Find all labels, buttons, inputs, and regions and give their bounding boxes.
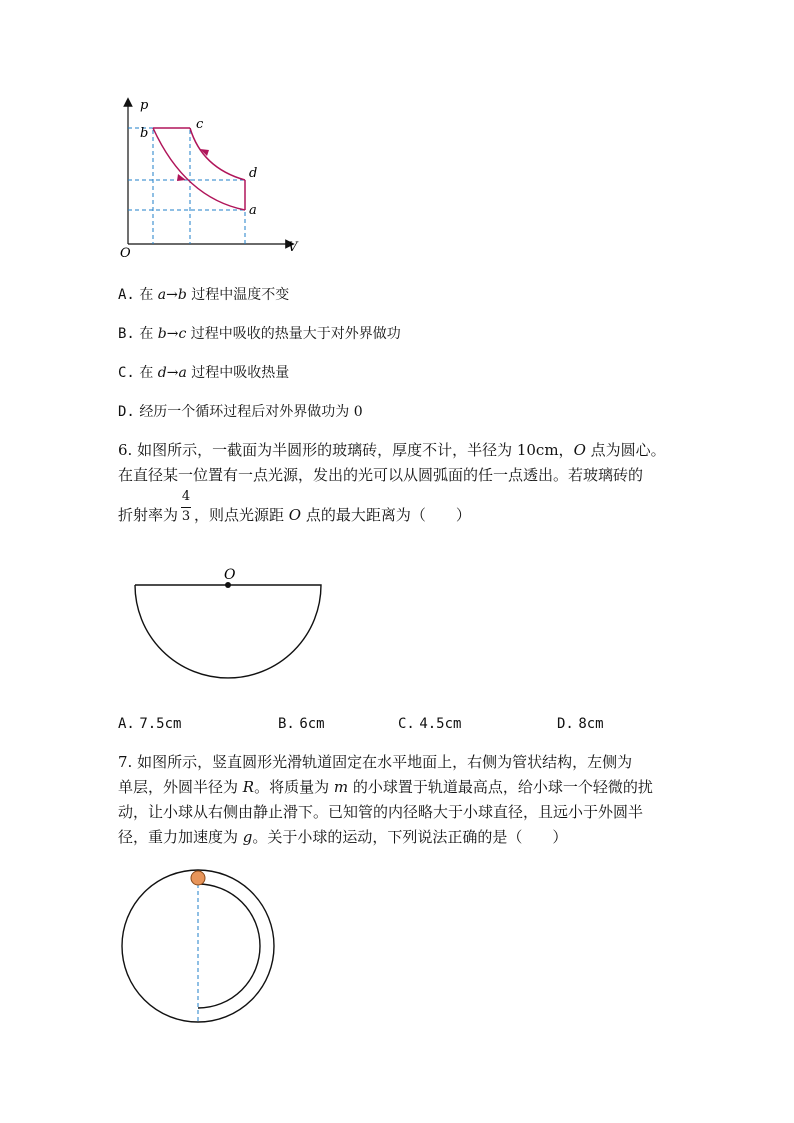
label-a: a bbox=[249, 203, 257, 218]
q5-option-b[interactable]: B. 在 b→c 过程中吸收的热量大于对外界做功 bbox=[118, 326, 401, 342]
label-v: V bbox=[288, 240, 298, 255]
refractive-index-fraction: $\frac{4}{3}$ bbox=[181, 489, 191, 524]
pv-diagram bbox=[110, 94, 310, 264]
q6-option-a[interactable]: A. 7.5cm bbox=[118, 716, 182, 732]
q5-option-a[interactable]: A. 在 a→b 过程中温度不变 bbox=[118, 287, 290, 303]
label-p: p bbox=[140, 98, 149, 113]
q6-line-1: 6. 如图所示，一截面为半圆形的玻璃砖，厚度不计，半径为 10cm，O 点为圆心。 bbox=[118, 441, 666, 459]
ball bbox=[191, 871, 205, 885]
label-b: b bbox=[140, 126, 149, 141]
q6-line-2: 在直径某一位置有一点光源，发出的光可以从圆弧面的任一点透出。若玻璃砖的 bbox=[118, 466, 644, 484]
arrow-a-b bbox=[177, 174, 186, 181]
q7-line-3: 动，让小球从右侧由静止滑下。已知管的内径略大于小球直径，且远小于外圆半 bbox=[118, 803, 644, 821]
dashed-guides bbox=[128, 128, 245, 244]
label-d: d bbox=[249, 166, 258, 181]
q6-option-b[interactable]: B. 6cm bbox=[278, 716, 325, 732]
q6-option-d[interactable]: D. 8cm bbox=[557, 716, 604, 732]
q6-option-c[interactable]: C. 4.5cm bbox=[398, 716, 462, 732]
semicircle-outline bbox=[135, 585, 321, 678]
circular-track-figure bbox=[118, 868, 288, 1028]
center-label: O bbox=[224, 567, 236, 583]
inner-tube-wall bbox=[198, 884, 260, 1008]
q7-line-1: 7. 如图所示，竖直圆形光滑轨道固定在水平地面上，右侧为管状结构，左侧为 bbox=[118, 753, 633, 771]
q5-option-d[interactable]: D. 经历一个循环过程后对外界做功为 0 bbox=[118, 404, 363, 420]
cycle-path bbox=[153, 128, 245, 210]
q7-line-2: 单层，外圆半径为 R。将质量为 m 的小球置于轨道最高点，给小球一个轻微的扰 bbox=[118, 778, 653, 796]
q7-line-4: 径，重力加速度为 g。关于小球的运动，下列说法正确的是（ ） bbox=[118, 828, 568, 846]
q5-option-c[interactable]: C. 在 d→a 过程中吸收热量 bbox=[118, 365, 290, 381]
label-c: c bbox=[196, 117, 204, 132]
q6-line-3: 折射率为 $\frac{4}{3}$ ，则点光源距 O 点的最大距离为（ ） bbox=[118, 490, 471, 528]
label-o: O bbox=[120, 246, 131, 261]
semicircle-figure bbox=[125, 560, 335, 685]
